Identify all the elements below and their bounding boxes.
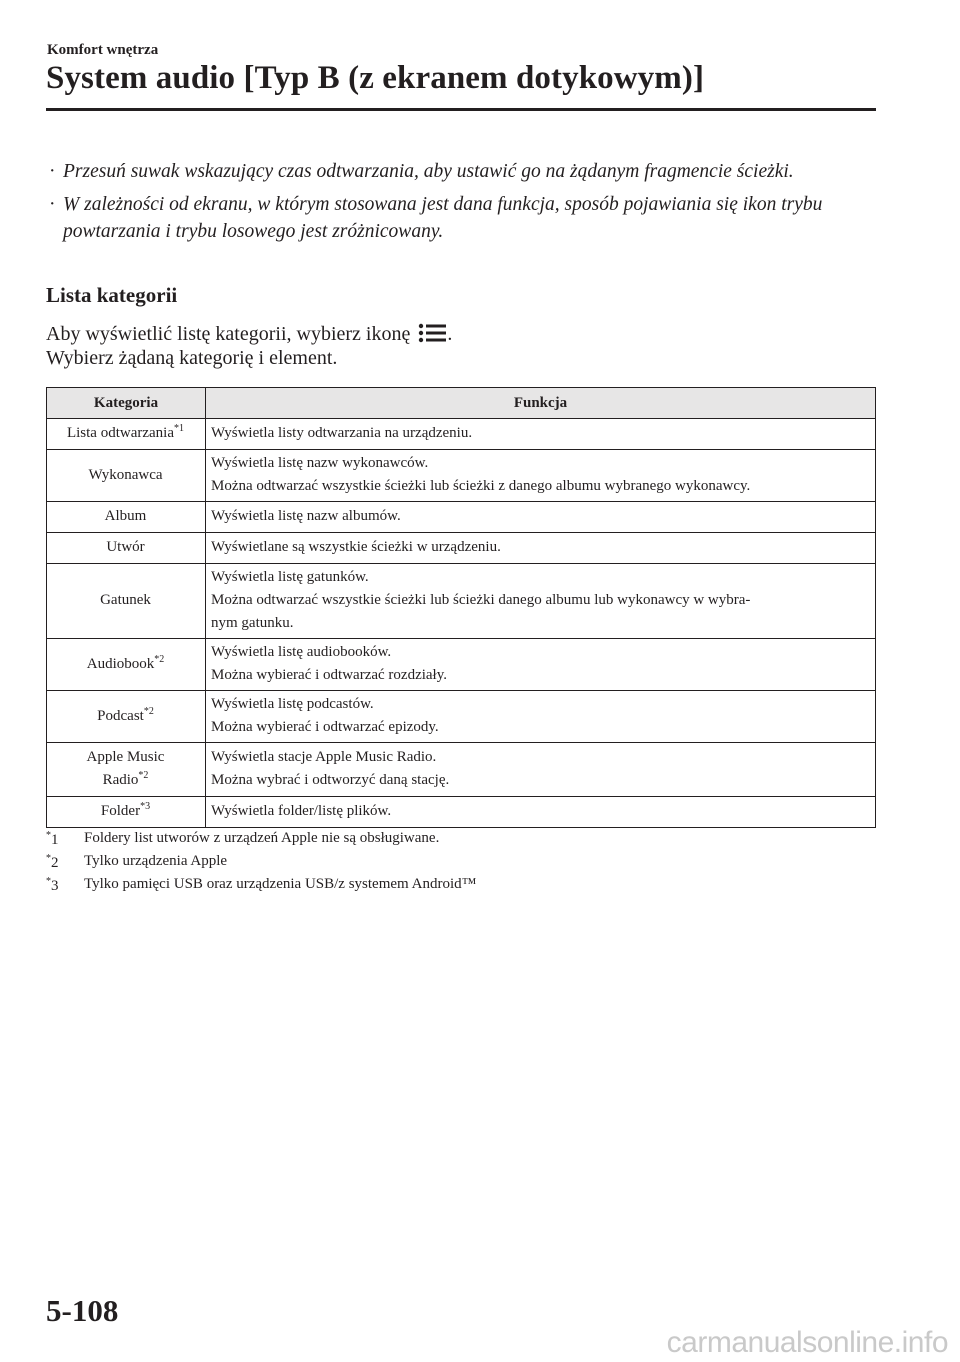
table-header-row bbox=[47, 388, 876, 419]
header-function: Funkcja bbox=[206, 388, 876, 419]
footnote-text: Tylko urządzenia Apple bbox=[84, 853, 228, 869]
header-category: Kategoria bbox=[47, 388, 206, 419]
table-row bbox=[47, 639, 876, 691]
function-cell: Wyświetla listę nazw albumów. bbox=[206, 502, 876, 533]
function-cell: Wyświetla listę podcastów. Można wybierać i odtwarzać epizody. bbox=[206, 691, 876, 743]
category-table bbox=[46, 387, 876, 828]
function-cell: Wyświetla listę nazw wykonawców. Można odtwarzać wszystkie ścieżki lub ścieżki z danego albumu wybranego wykonawcy. bbox=[206, 450, 876, 502]
category-cell: Lista odtwarzania$^{*1}$ bbox=[47, 419, 206, 450]
function-cell: Wyświetla listę gatunków. Można odtwarzać wszystkie ścieżki lub ścieżki danego albumu lub wykonawcy w wybra- nym gatunku. bbox=[206, 564, 876, 639]
category-cell: Utwór bbox=[47, 533, 206, 564]
watermark: carmanualsonline.info bbox=[666, 1326, 948, 1359]
function-cell: Wyświetla folder/listę plików. bbox=[206, 797, 876, 828]
instruction-select-category: Wybierz żądaną kategorię i element. bbox=[46, 347, 338, 369]
category-cell: Gatunek bbox=[47, 564, 206, 639]
category-cell: Podcast$^{*2}$ bbox=[47, 691, 206, 743]
table-row bbox=[47, 564, 876, 639]
category-list-heading: Lista kategorii bbox=[46, 283, 178, 307]
category-cell: Wykonawca bbox=[47, 450, 206, 502]
page-title: System audio [Typ B (z ekranem dotykowym)] bbox=[46, 60, 705, 96]
category-cell: Audiobook$^{*2}$ bbox=[47, 639, 206, 691]
table-row bbox=[47, 502, 876, 533]
function-cell: Wyświetla stacje Apple Music Radio. Można wybrać i odtworzyć daną stację. bbox=[206, 743, 876, 797]
table-row bbox=[47, 691, 876, 743]
list-icon bbox=[417, 322, 447, 344]
notes-list bbox=[46, 158, 866, 251]
category-cell: Album bbox=[47, 502, 206, 533]
bullet-icon: · bbox=[49, 194, 56, 215]
table-row bbox=[47, 533, 876, 564]
note-item bbox=[46, 158, 866, 185]
footnote-mark: *1 bbox=[46, 830, 59, 848]
footnote-ref: *2 bbox=[138, 770, 149, 781]
function-cell: Wyświetla listę audiobooków. Można wybierać i odtwarzać rozdziały. bbox=[206, 639, 876, 691]
footnote-text: Tylko pamięci USB oraz urządzenia USB/z systemem Android™ bbox=[84, 876, 477, 892]
instruction-period: . bbox=[447, 323, 453, 345]
footnote-ref: *1 bbox=[174, 423, 185, 434]
note-text: Przesuń suwak wskazujący czas odtwarzania, aby ustawić go na żądanym fragmencie ścieżki. bbox=[63, 161, 794, 182]
table-row bbox=[47, 419, 876, 450]
note-text: W zależności od ekranu, w którym stosowana jest dana funkcja, sposób pojawiania się ikon trybu powtarzania i trybu losowego jest zróżnicowany. bbox=[63, 194, 823, 242]
footnote-text: Foldery list utworów z urządzeń Apple nie są obsługiwane. bbox=[84, 830, 440, 846]
instruction-select-icon bbox=[46, 322, 452, 346]
table-row bbox=[47, 797, 876, 828]
page-number: 5-108 bbox=[46, 1293, 119, 1328]
function-cell: Wyświetlane są wszystkie ścieżki w urządzeniu. bbox=[206, 533, 876, 564]
footnote-mark: *2 bbox=[46, 853, 59, 871]
footnote-ref: *3 bbox=[140, 801, 151, 812]
section-label: Komfort wnętrza bbox=[47, 42, 159, 58]
bullet-icon: · bbox=[49, 161, 56, 182]
footnote-mark: *3 bbox=[46, 876, 59, 894]
table-row bbox=[47, 450, 876, 502]
footnote-ref: *2 bbox=[154, 653, 165, 665]
category-cell: Apple Music Radio$^{*2}$ bbox=[47, 743, 206, 797]
title-divider bbox=[46, 108, 876, 111]
note-item bbox=[46, 191, 866, 245]
category-cell: Folder$^{*3}$ bbox=[47, 797, 206, 828]
function-cell: Wyświetla listy odtwarzania na urządzeniu. bbox=[206, 419, 876, 450]
instruction-text: Aby wyświetlić listę kategorii, wybierz ikonę bbox=[46, 323, 411, 345]
table-row bbox=[47, 743, 876, 797]
footnote-ref: *2 bbox=[143, 705, 154, 717]
